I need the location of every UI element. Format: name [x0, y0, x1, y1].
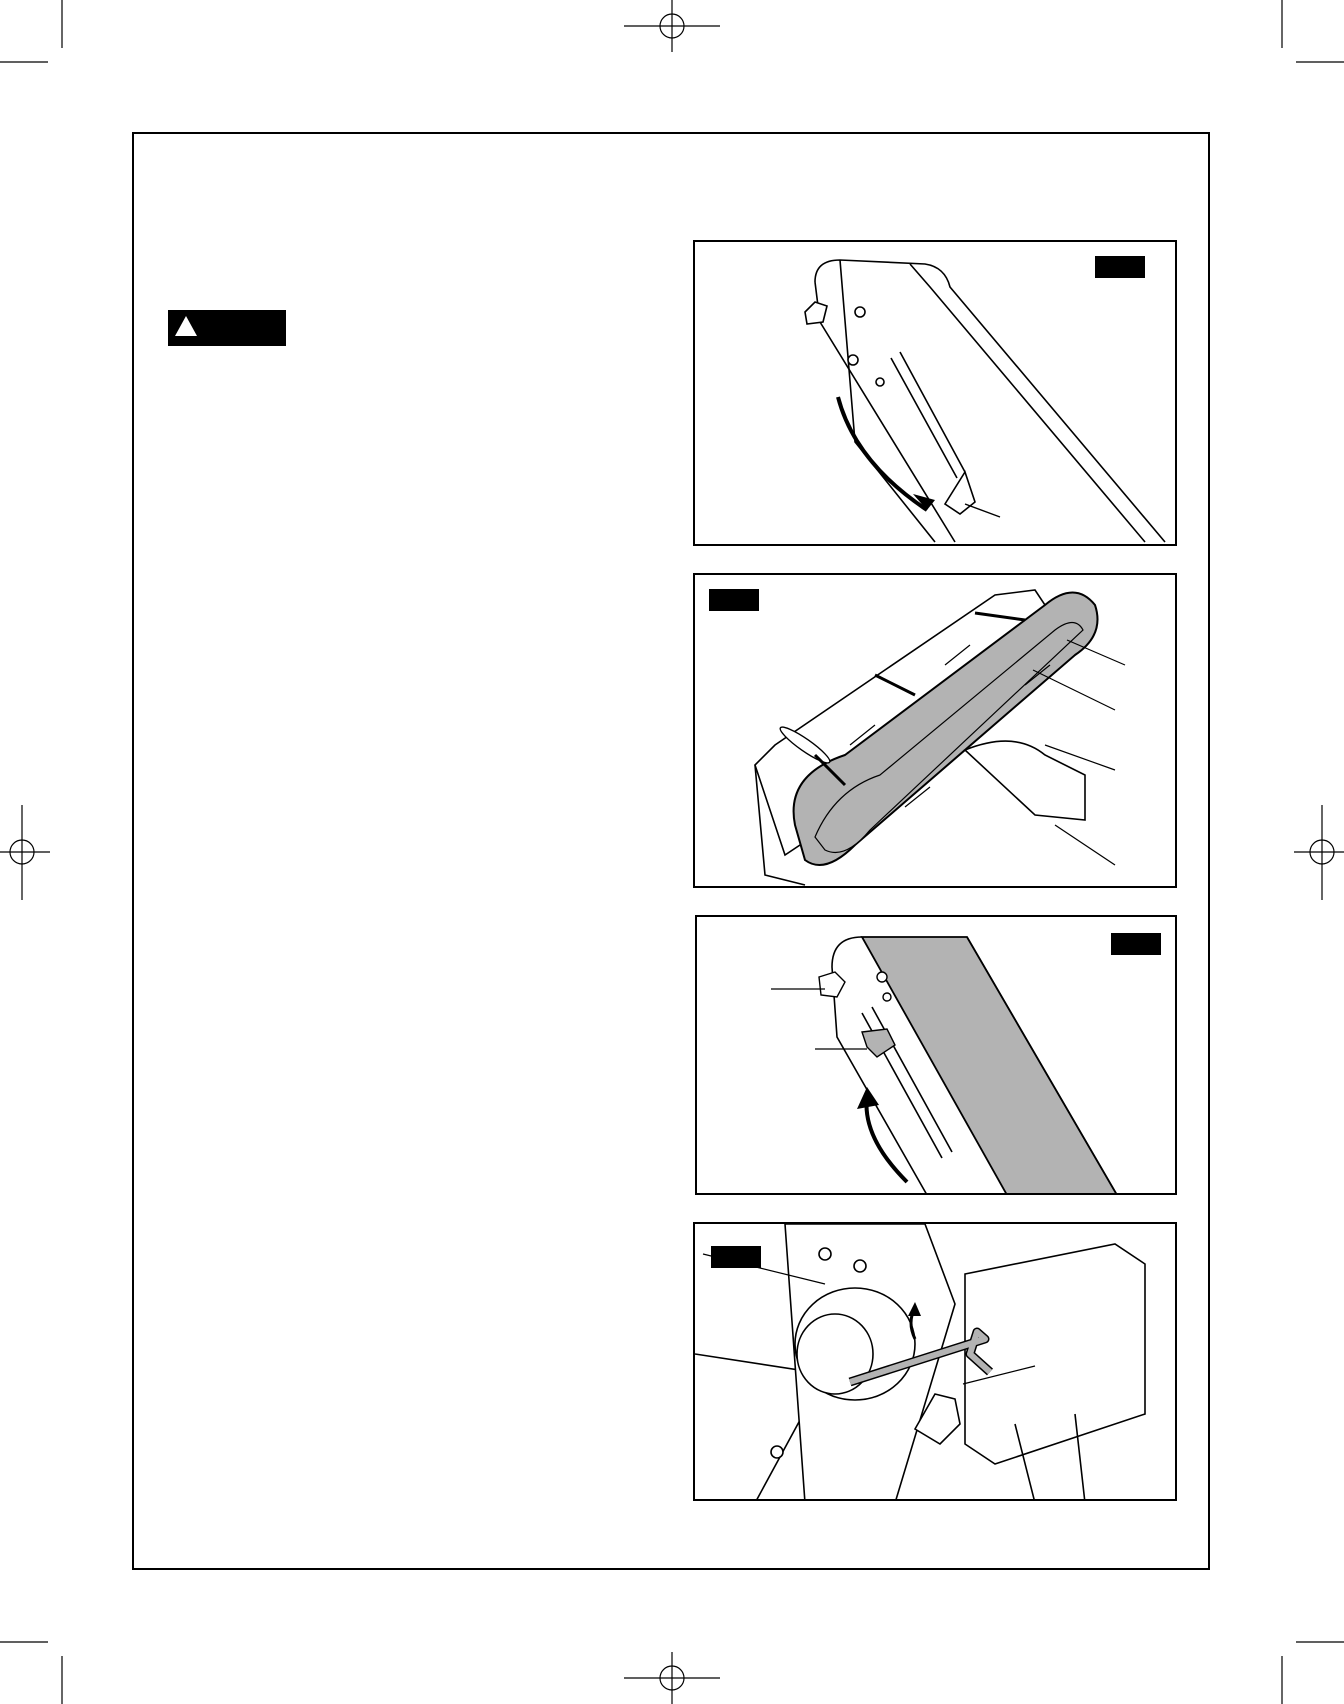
down-arrow-icon — [838, 397, 927, 510]
figure-label — [709, 589, 759, 611]
hex-key-adjustment-illustration — [695, 1224, 1177, 1501]
figure-install-sanding-belt — [693, 573, 1177, 888]
belt-installation-illustration — [695, 575, 1177, 888]
tension-lever-illustration — [697, 917, 1177, 1195]
figure-engage-tension-lever — [695, 915, 1177, 1195]
warning-badge — [168, 310, 286, 346]
sander-arm-illustration — [695, 242, 1177, 546]
figure-label — [1095, 256, 1145, 278]
figure-label — [1111, 933, 1161, 955]
figure-label — [711, 1246, 761, 1268]
figure-tracking-adjustment — [693, 1222, 1177, 1501]
warning-triangle-icon — [175, 316, 197, 336]
up-arrow-icon — [867, 1097, 908, 1182]
figure-release-tension-lever — [693, 240, 1177, 546]
